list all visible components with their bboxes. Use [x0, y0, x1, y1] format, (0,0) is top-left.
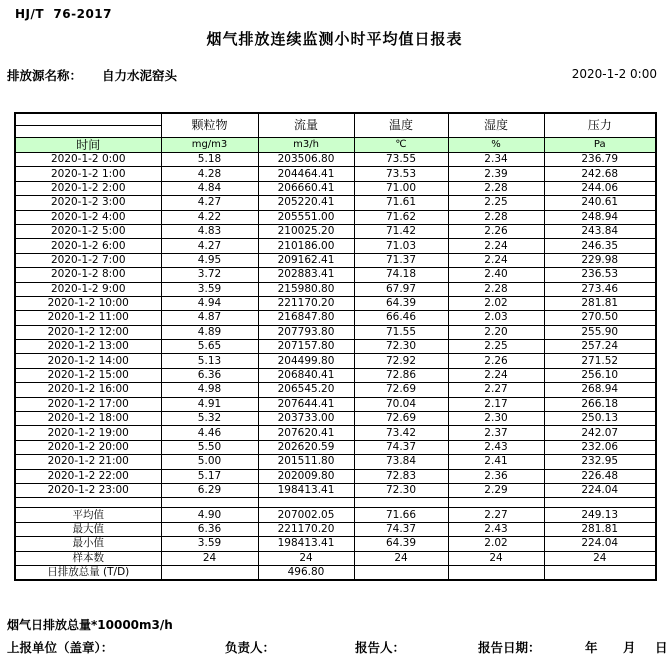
- signature-line: [0, 638, 669, 656]
- value-cell: 198413.41: [258, 483, 354, 497]
- time-cell: 2020-1-2 0:00: [15, 153, 161, 167]
- time-cell: 2020-1-2 13:00: [15, 340, 161, 354]
- year-label: 年: [585, 640, 598, 655]
- value-cell: 72.92: [354, 354, 448, 368]
- summary-label-cell: 平均值: [15, 508, 161, 522]
- value-cell: 2.36: [448, 469, 544, 483]
- summary-label-cell: 样本数: [15, 551, 161, 565]
- table-row: [15, 153, 656, 167]
- summary-value-cell: 3.59: [161, 537, 258, 551]
- time-cell: 2020-1-2 12:00: [15, 325, 161, 339]
- emission-source-name: 自力水泥窑头: [102, 68, 178, 83]
- emission-source-line: [7, 66, 177, 84]
- value-cell: 2.24: [448, 239, 544, 253]
- value-cell: 74.18: [354, 268, 448, 282]
- value-cell: 4.94: [161, 296, 258, 310]
- value-cell: 2.41: [448, 455, 544, 469]
- header-empty-cell: [15, 126, 161, 138]
- table-row: [15, 455, 656, 469]
- value-cell: 2.28: [448, 210, 544, 224]
- reporter-label: 报告人：: [355, 640, 406, 655]
- value-cell: 202009.80: [258, 469, 354, 483]
- value-cell: 4.91: [161, 397, 258, 411]
- value-cell: 242.07: [544, 426, 656, 440]
- value-cell: 73.84: [354, 455, 448, 469]
- col-header-temperature: 温度: [354, 113, 448, 138]
- value-cell: 207793.80: [258, 325, 354, 339]
- time-cell: 2020-1-2 15:00: [15, 368, 161, 382]
- time-cell: 2020-1-2 18:00: [15, 412, 161, 426]
- value-cell: 2.40: [448, 268, 544, 282]
- table-row: [15, 196, 656, 210]
- summary-value-cell: 24: [354, 551, 448, 565]
- unit-row: [15, 138, 656, 153]
- value-cell: 72.86: [354, 368, 448, 382]
- table-row: [15, 426, 656, 440]
- value-cell: 205220.41: [258, 196, 354, 210]
- value-cell: 206545.20: [258, 383, 354, 397]
- summary-value-cell: 71.66: [354, 508, 448, 522]
- summary-value-cell: 2.27: [448, 508, 544, 522]
- summary-label-cell: 最大值: [15, 522, 161, 536]
- table-row: [15, 440, 656, 454]
- value-cell: 202620.59: [258, 440, 354, 454]
- value-cell: 70.04: [354, 397, 448, 411]
- summary-value-cell: 496.80: [258, 565, 354, 580]
- unit-cell-flow: m3/h: [258, 138, 354, 153]
- summary-value-cell: 281.81: [544, 522, 656, 536]
- value-cell: 4.28: [161, 167, 258, 181]
- value-cell: 2.30: [448, 412, 544, 426]
- table-row: [15, 181, 656, 195]
- summary-row: [15, 537, 656, 551]
- value-cell: 2.26: [448, 224, 544, 238]
- time-cell: 2020-1-2 23:00: [15, 483, 161, 497]
- value-cell: 71.61: [354, 196, 448, 210]
- value-cell: 232.95: [544, 455, 656, 469]
- data-rows: [15, 153, 656, 581]
- value-cell: 72.83: [354, 469, 448, 483]
- summary-label-cell: 日排放总量 (T/D): [15, 565, 161, 580]
- total-emission-note: 烟气日排放总量*10000m3/h: [7, 618, 173, 632]
- summary-value-cell: 64.39: [354, 537, 448, 551]
- time-cell: 2020-1-2 9:00: [15, 282, 161, 296]
- value-cell: 206660.41: [258, 181, 354, 195]
- value-cell: 244.06: [544, 181, 656, 195]
- value-cell: 72.30: [354, 483, 448, 497]
- col-header-pressure: 压力: [544, 113, 656, 138]
- value-cell: 4.87: [161, 311, 258, 325]
- value-cell: 6.29: [161, 483, 258, 497]
- table-row: [15, 325, 656, 339]
- value-cell: 4.27: [161, 239, 258, 253]
- table-row: [15, 397, 656, 411]
- summary-value-cell: 2.43: [448, 522, 544, 536]
- value-cell: 5.17: [161, 469, 258, 483]
- time-cell: 2020-1-2 22:00: [15, 469, 161, 483]
- summary-value-cell: [161, 565, 258, 580]
- value-cell: 5.00: [161, 455, 258, 469]
- value-cell: 221170.20: [258, 296, 354, 310]
- value-cell: 5.13: [161, 354, 258, 368]
- value-cell: 4.98: [161, 383, 258, 397]
- time-cell: 2020-1-2 16:00: [15, 383, 161, 397]
- value-cell: 71.42: [354, 224, 448, 238]
- time-cell: 2020-1-2 1:00: [15, 167, 161, 181]
- blank-cell: [544, 498, 656, 508]
- value-cell: 67.97: [354, 282, 448, 296]
- time-cell: 2020-1-2 17:00: [15, 397, 161, 411]
- summary-value-cell: 224.04: [544, 537, 656, 551]
- value-cell: 209162.41: [258, 253, 354, 267]
- value-cell: 73.42: [354, 426, 448, 440]
- table-row: [15, 469, 656, 483]
- value-cell: 72.30: [354, 340, 448, 354]
- month-label: 月: [623, 640, 636, 655]
- value-cell: 207644.41: [258, 397, 354, 411]
- time-cell: 2020-1-2 3:00: [15, 196, 161, 210]
- summary-value-cell: 24: [258, 551, 354, 565]
- summary-row: [15, 522, 656, 536]
- value-cell: 4.22: [161, 210, 258, 224]
- table-row: [15, 354, 656, 368]
- time-cell: 2020-1-2 7:00: [15, 253, 161, 267]
- value-cell: 72.69: [354, 412, 448, 426]
- value-cell: 204499.80: [258, 354, 354, 368]
- value-cell: 203506.80: [258, 153, 354, 167]
- summary-value-cell: 24: [161, 551, 258, 565]
- value-cell: 2.24: [448, 368, 544, 382]
- time-cell: 2020-1-2 21:00: [15, 455, 161, 469]
- time-cell: 2020-1-2 5:00: [15, 224, 161, 238]
- value-cell: 2.29: [448, 483, 544, 497]
- value-cell: 66.46: [354, 311, 448, 325]
- summary-value-cell: 221170.20: [258, 522, 354, 536]
- value-cell: 2.28: [448, 181, 544, 195]
- summary-row: [15, 565, 656, 580]
- summary-value-cell: 249.13: [544, 508, 656, 522]
- unit-cell-pressure: Pa: [544, 138, 656, 153]
- value-cell: 2.03: [448, 311, 544, 325]
- value-cell: 232.06: [544, 440, 656, 454]
- value-cell: 205551.00: [258, 210, 354, 224]
- value-cell: 74.37: [354, 440, 448, 454]
- table-row: [15, 253, 656, 267]
- value-cell: 256.10: [544, 368, 656, 382]
- time-cell: 2020-1-2 11:00: [15, 311, 161, 325]
- table-row: [15, 483, 656, 497]
- value-cell: 207157.80: [258, 340, 354, 354]
- value-cell: 210025.20: [258, 224, 354, 238]
- time-cell: 2020-1-2 6:00: [15, 239, 161, 253]
- blank-cell: [258, 498, 354, 508]
- value-cell: 229.98: [544, 253, 656, 267]
- value-cell: 71.03: [354, 239, 448, 253]
- table-row: [15, 383, 656, 397]
- value-cell: 206840.41: [258, 368, 354, 382]
- doc-standard-code: HJ/T 76-2017: [15, 7, 113, 21]
- value-cell: 3.72: [161, 268, 258, 282]
- value-cell: 4.89: [161, 325, 258, 339]
- value-cell: 2.39: [448, 167, 544, 181]
- value-cell: 202883.41: [258, 268, 354, 282]
- value-cell: 210186.00: [258, 239, 354, 253]
- summary-label-cell: 最小值: [15, 537, 161, 551]
- time-cell: 2020-1-2 14:00: [15, 354, 161, 368]
- table-row: [15, 340, 656, 354]
- value-cell: 4.84: [161, 181, 258, 195]
- summary-value-cell: [354, 565, 448, 580]
- value-cell: 3.59: [161, 282, 258, 296]
- summary-row: [15, 508, 656, 522]
- value-cell: 257.24: [544, 340, 656, 354]
- summary-value-cell: 198413.41: [258, 537, 354, 551]
- day-label: 日: [655, 640, 668, 655]
- table-row: [15, 210, 656, 224]
- value-cell: 5.65: [161, 340, 258, 354]
- report-table: [14, 112, 657, 581]
- column-header-row: [15, 113, 656, 126]
- value-cell: 5.18: [161, 153, 258, 167]
- value-cell: 250.13: [544, 412, 656, 426]
- value-cell: 266.18: [544, 397, 656, 411]
- summary-value-cell: [544, 565, 656, 580]
- value-cell: 2.25: [448, 340, 544, 354]
- value-cell: 71.00: [354, 181, 448, 195]
- time-cell: 2020-1-2 19:00: [15, 426, 161, 440]
- unit-cell-humidity: %: [448, 138, 544, 153]
- value-cell: 2.34: [448, 153, 544, 167]
- value-cell: 248.94: [544, 210, 656, 224]
- unit-cell-particulate: mg/m3: [161, 138, 258, 153]
- value-cell: 215980.80: [258, 282, 354, 296]
- blank-cell: [448, 498, 544, 508]
- blank-cell: [161, 498, 258, 508]
- blank-row: [15, 498, 656, 508]
- time-cell: 2020-1-2 2:00: [15, 181, 161, 195]
- value-cell: 204464.41: [258, 167, 354, 181]
- header-empty-cell: [15, 113, 161, 126]
- report-date-label: 报告日期：: [478, 640, 541, 655]
- value-cell: 2.24: [448, 253, 544, 267]
- summary-value-cell: 24: [448, 551, 544, 565]
- summary-value-cell: 6.36: [161, 522, 258, 536]
- value-cell: 236.79: [544, 153, 656, 167]
- value-cell: 71.37: [354, 253, 448, 267]
- reporting-unit-label: 上报单位（盖章）：: [7, 640, 114, 655]
- value-cell: 2.37: [448, 426, 544, 440]
- value-cell: 2.26: [448, 354, 544, 368]
- value-cell: 246.35: [544, 239, 656, 253]
- blank-cell: [15, 498, 161, 508]
- table-row: [15, 282, 656, 296]
- table-row: [15, 368, 656, 382]
- value-cell: 4.46: [161, 426, 258, 440]
- summary-value-cell: 74.37: [354, 522, 448, 536]
- value-cell: 73.53: [354, 167, 448, 181]
- summary-row: [15, 551, 656, 565]
- table-row: [15, 167, 656, 181]
- value-cell: 255.90: [544, 325, 656, 339]
- value-cell: 236.53: [544, 268, 656, 282]
- value-cell: 270.50: [544, 311, 656, 325]
- time-cell: 2020-1-2 10:00: [15, 296, 161, 310]
- summary-value-cell: 4.90: [161, 508, 258, 522]
- table-row: [15, 296, 656, 310]
- value-cell: 242.68: [544, 167, 656, 181]
- value-cell: 203733.00: [258, 412, 354, 426]
- value-cell: 72.69: [354, 383, 448, 397]
- value-cell: 71.55: [354, 325, 448, 339]
- value-cell: 2.20: [448, 325, 544, 339]
- value-cell: 6.36: [161, 368, 258, 382]
- value-cell: 271.52: [544, 354, 656, 368]
- value-cell: 224.04: [544, 483, 656, 497]
- value-cell: 2.28: [448, 282, 544, 296]
- value-cell: 2.02: [448, 296, 544, 310]
- col-header-particulate: 颗粒物: [161, 113, 258, 138]
- value-cell: 243.84: [544, 224, 656, 238]
- value-cell: 2.17: [448, 397, 544, 411]
- value-cell: 240.61: [544, 196, 656, 210]
- value-cell: 64.39: [354, 296, 448, 310]
- value-cell: 5.32: [161, 412, 258, 426]
- value-cell: 2.27: [448, 383, 544, 397]
- unit-cell-temperature: ℃: [354, 138, 448, 153]
- time-cell: 2020-1-2 8:00: [15, 268, 161, 282]
- value-cell: 73.55: [354, 153, 448, 167]
- page-title: 烟气排放连续监测小时平均值日报表: [206, 30, 463, 48]
- value-cell: 281.81: [544, 296, 656, 310]
- table-row: [15, 239, 656, 253]
- value-cell: 2.25: [448, 196, 544, 210]
- value-cell: 4.83: [161, 224, 258, 238]
- emission-source-label: 排放源名称：: [7, 68, 83, 83]
- report-datetime: 2020-1-2 0:00: [571, 67, 657, 81]
- table-row: [15, 268, 656, 282]
- value-cell: 207620.41: [258, 426, 354, 440]
- time-column-label: 时间: [15, 138, 161, 153]
- time-cell: 2020-1-2 20:00: [15, 440, 161, 454]
- blank-cell: [354, 498, 448, 508]
- value-cell: 201511.80: [258, 455, 354, 469]
- summary-value-cell: 24: [544, 551, 656, 565]
- col-header-flow: 流量: [258, 113, 354, 138]
- time-cell: 2020-1-2 4:00: [15, 210, 161, 224]
- value-cell: 4.27: [161, 196, 258, 210]
- value-cell: 5.50: [161, 440, 258, 454]
- responsible-person-label: 负责人：: [225, 640, 276, 655]
- value-cell: 226.48: [544, 469, 656, 483]
- summary-value-cell: [448, 565, 544, 580]
- value-cell: 71.62: [354, 210, 448, 224]
- col-header-humidity: 湿度: [448, 113, 544, 138]
- table-row: [15, 412, 656, 426]
- table-row: [15, 311, 656, 325]
- value-cell: 273.46: [544, 282, 656, 296]
- summary-value-cell: 2.02: [448, 537, 544, 551]
- value-cell: 4.95: [161, 253, 258, 267]
- value-cell: 268.94: [544, 383, 656, 397]
- table-row: [15, 224, 656, 238]
- value-cell: 216847.80: [258, 311, 354, 325]
- summary-value-cell: 207002.05: [258, 508, 354, 522]
- value-cell: 2.43: [448, 440, 544, 454]
